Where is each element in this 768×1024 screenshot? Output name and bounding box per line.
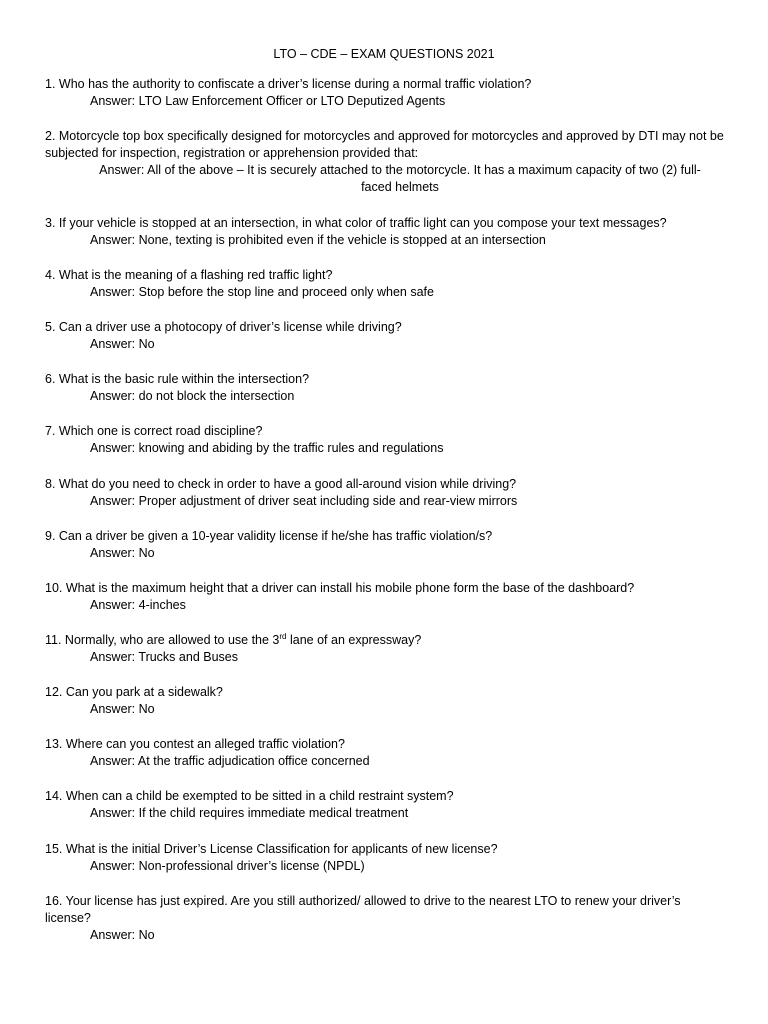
question-12	[45, 684, 725, 718]
answer-text: Answer: LTO Law Enforcement Officer or LTO Deputized Agents	[90, 94, 446, 108]
answer-text: Answer: All of the above – It is securely attached to the motorcycle. It has a maximum capacity of two (2) full-faced helmets	[99, 163, 701, 194]
question-11	[45, 632, 725, 666]
answer-text: Answer: No	[90, 702, 155, 716]
question-text: 7. Which one is correct road discipline?	[45, 424, 263, 438]
question-5	[45, 319, 725, 353]
question-text: 10. What is the maximum height that a driver can install his mobile phone form the base of the dashboard?	[45, 581, 635, 595]
question-2	[45, 128, 725, 196]
question-13	[45, 736, 725, 770]
answer-text: Answer: None, texting is prohibited even if the vehicle is stopped at an intersection	[90, 233, 546, 247]
question-text	[45, 632, 725, 649]
question-text: 13. Where can you contest an alleged traffic violation?	[45, 737, 345, 751]
question-text: 8. What do you need to check in order to have a good all-around vision while driving?	[45, 477, 517, 491]
question-3	[45, 215, 725, 249]
question-text-end: lane of an expressway?	[286, 633, 422, 647]
question-text: 2. Motorcycle top box specifically designed for motorcycles and approved for motorcycles and approved by DTI may not be subjected for inspection, registration or apprehension provided that:	[45, 129, 724, 160]
question-10	[45, 580, 725, 614]
answer-text: Answer: If the child requires immediate medical treatment	[90, 806, 409, 820]
question-text: 5. Can a driver use a photocopy of driver’s license while driving?	[45, 320, 402, 334]
answer-text: Answer: do not block the intersection	[90, 389, 295, 403]
answer-text: Answer: Non-professional driver’s license (NPDL)	[90, 859, 365, 873]
question-text: 15. What is the initial Driver’s License Classification for applicants of new license?	[45, 842, 498, 856]
question-4	[45, 267, 725, 301]
answer-text: Answer: No	[90, 928, 155, 942]
answer-text: Answer: At the traffic adjudication office concerned	[90, 754, 370, 768]
question-8	[45, 476, 725, 510]
question-text: 14. When can a child be exempted to be sitted in a child restraint system?	[45, 789, 454, 803]
question-text: 9. Can a driver be given a 10-year validity license if he/she has traffic violation/s?	[45, 529, 493, 543]
question-text: 6. What is the basic rule within the intersection?	[45, 372, 310, 386]
question-text: 3. If your vehicle is stopped at an intersection, in what color of traffic light can you compose your text messages?	[45, 216, 667, 230]
question-text: 1. Who has the authority to confiscate a driver’s license during a normal traffic violation?	[45, 77, 532, 91]
question-15	[45, 841, 725, 875]
question-1	[45, 76, 725, 110]
question-text: 12. Can you park at a sidewalk?	[45, 685, 223, 699]
answer-text: Answer: Stop before the stop line and proceed only when safe	[90, 285, 434, 299]
question-text: 16. Your license has just expired. Are you still authorized/ allowed to drive to the nearest LTO to renew your driver’s license?	[45, 894, 681, 925]
answer-text: Answer: No	[90, 546, 155, 560]
page-title: LTO – CDE – EXAM QUESTIONS 2021	[273, 47, 495, 61]
answer-text: Answer: Trucks and Buses	[90, 650, 238, 664]
answer-text: Answer: 4-inches	[90, 598, 186, 612]
question-16	[45, 893, 725, 944]
question-7	[45, 423, 725, 457]
question-14	[45, 788, 725, 822]
answer-text: Answer: Proper adjustment of driver seat including side and rear-view mirrors	[90, 494, 518, 508]
answer-text: Answer: No	[90, 337, 155, 351]
question-text: 4. What is the meaning of a flashing red traffic light?	[45, 268, 333, 282]
question-6	[45, 371, 725, 405]
question-9	[45, 528, 725, 562]
answer-text: Answer: knowing and abiding by the traffic rules and regulations	[90, 441, 444, 455]
ordinal-suffix: rd	[279, 631, 287, 641]
question-text-start: 11. Normally, who are allowed to use the 3	[45, 633, 280, 647]
